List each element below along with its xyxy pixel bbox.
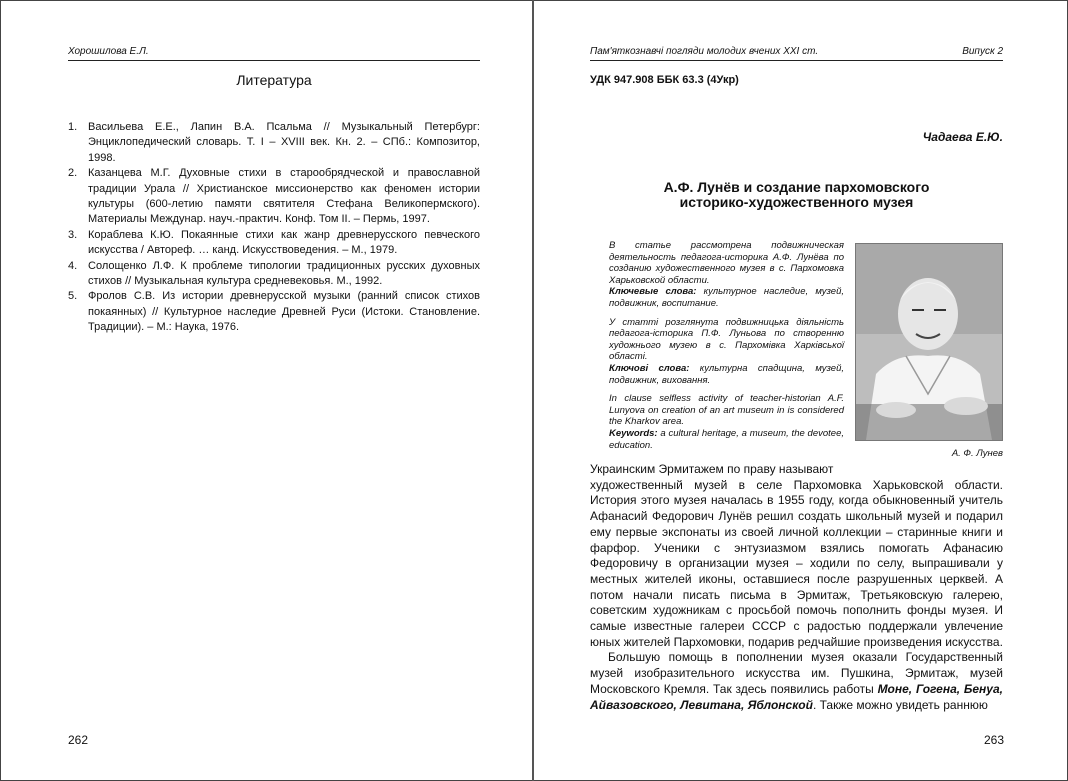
reference-number: 3. <box>68 228 78 241</box>
running-head-journal <box>590 46 1003 61</box>
running-head-author: Хорошилова Е.Л. <box>68 46 480 61</box>
reference-number: 5. <box>68 290 78 303</box>
page-number-right: 263 <box>984 733 1005 747</box>
abstract-en <box>609 393 844 451</box>
keywords-en-label: Keywords: <box>609 427 658 439</box>
artist-names: Моне, Гогена, Бенуа, Айвазовского, Левитана, Яблонской <box>590 681 1003 712</box>
reference-item <box>68 166 480 228</box>
keywords-ru: культурное наследие, музей, подвижник, воспитание. <box>609 286 844 309</box>
reference-text: Фролов С.В. Из истории древнерусской музыки (ранний список стихов покаянных) // Культурное наследие Древней Руси (Истоки. Становление. Традиции). – М.: Наука, 1976. <box>88 290 480 334</box>
reference-number: 4. <box>68 259 78 272</box>
right-page <box>534 0 1068 781</box>
keywords-en: a cultural heritage, a museum, the devotee, education. <box>609 427 845 451</box>
issue-label: Випуск 2 <box>962 46 1003 57</box>
paragraph-text: . Также можно увидеть раннюю <box>812 697 988 712</box>
literature-heading: Литература <box>236 72 312 88</box>
reference-list <box>68 120 480 336</box>
abstract-uk <box>609 317 844 387</box>
abstract-en-text: In clause selfless activity of teacher-historian A.F. Lunyova on creation of an art museum in is considered the Kharkov area. <box>609 393 844 428</box>
portrait-illustration <box>856 244 1002 440</box>
paragraph-text: Большую помощь в пополнении музея оказали Государственный музей изобразительного искусства им. Пушкина, Эрмитаж, музей Московского Кремля. Так здесь появились работы <box>590 650 1003 696</box>
keywords-uk: культурна спадщина, музей, подвижник, виховання. <box>609 362 845 386</box>
abstract-uk-text: У статті розглянута подвижницька діяльність педагога-історика П.Ф. Луньова по створенню художнього музею в с. Пархомівка Харківської області. <box>609 316 844 363</box>
abstract-block <box>609 240 844 458</box>
reference-item <box>68 120 480 166</box>
portrait-photo <box>855 243 1003 441</box>
abstract-ru-text: В статье рассмотрена подвижническая деятельность педагога-историка А.Ф. Лунёва по созданию художественного музея в с. Пархомовка Харьковской области. <box>609 240 844 286</box>
reference-text: Солощенко Л.Ф. К проблеме типологии традиционных русских духовных стихов // Музыкальная культура средневековья. М., 1992. <box>88 259 480 288</box>
journal-title: Пам'яткознавчі погляди молодих вчених XXI ст. <box>590 46 819 57</box>
reference-number: 2. <box>68 167 78 180</box>
left-page <box>0 0 532 781</box>
photo-caption: А. Ф. Лунев <box>951 448 1003 459</box>
reference-text: Васильева Е.Е., Лапин В.А. Псальма // Музыкальный Петербург: Энциклопедический словарь. Т. I – XVIII век. Кн. 2. – СПб.: Композитор, 1998. <box>88 121 480 164</box>
reference-number: 1. <box>68 121 78 133</box>
reference-text: Кораблева К.Ю. Покаянные стихи как жанр древнерусского певческого искусства / Автореф. … канд. Искусствоведения. – М., 1979. <box>88 228 480 257</box>
paragraph: художественный музей в селе Пархомовка Харьковской области. История этого музея началась в 1955 году, когда обыкновенный учитель Афанасий Федорович Лунёв решил создать школьный музей и подарил ему первые экспонаты из своей личной коллекции – старинные книги и фарфор. Ученики с энтузиазмом взялись помогать Афанасию Федоровичу в организации музея – ходили по селу, выпрашивали у местных жителей иконы, оставшиеся после разрушенных церквей. А потом начали писать письма в Эрмитаж, Третьяковскую галерею, советским художникам с просьбой помочь пополнить фонды музея. И самые известные галереи СССР с радостью поддержали увлечение юных жителей Пархомовки, подарив редчайшие произведения искусства. <box>590 477 1003 649</box>
article-title-line: А.Ф. Лунёв и создание пархомовского <box>663 179 930 195</box>
udc-code: УДК 947.908 ББК 63.3 (4Укр) <box>590 74 739 86</box>
article-title <box>590 180 1003 210</box>
page-number-left: 262 <box>68 733 89 747</box>
paragraph <box>590 650 1003 713</box>
article-author: Чадаева Е.Ю. <box>922 130 1003 144</box>
article-body <box>590 462 1003 713</box>
abstract-ru <box>609 240 844 310</box>
keywords-uk-label: Ключові слова: <box>609 362 690 374</box>
article-title-line: историко-художественного музея <box>679 194 914 210</box>
reference-item <box>68 259 480 290</box>
reference-text: Казанцева М.Г. Духовные стихи в старообрядческой и православной традиции Урала // Христианское миссионерство как феномен истории культуры (600-летию памяти святителя Стефана Великопермского). Материалы Междунар. науч.-практич. Конф. Том II. – Пермь, 1997. <box>88 167 480 226</box>
paragraph-lead-line: Украинским Эрмитажем по праву называют <box>590 462 834 476</box>
reference-item <box>68 289 480 335</box>
keywords-ru-label: Ключевые слова: <box>609 286 697 298</box>
reference-item <box>68 228 480 259</box>
